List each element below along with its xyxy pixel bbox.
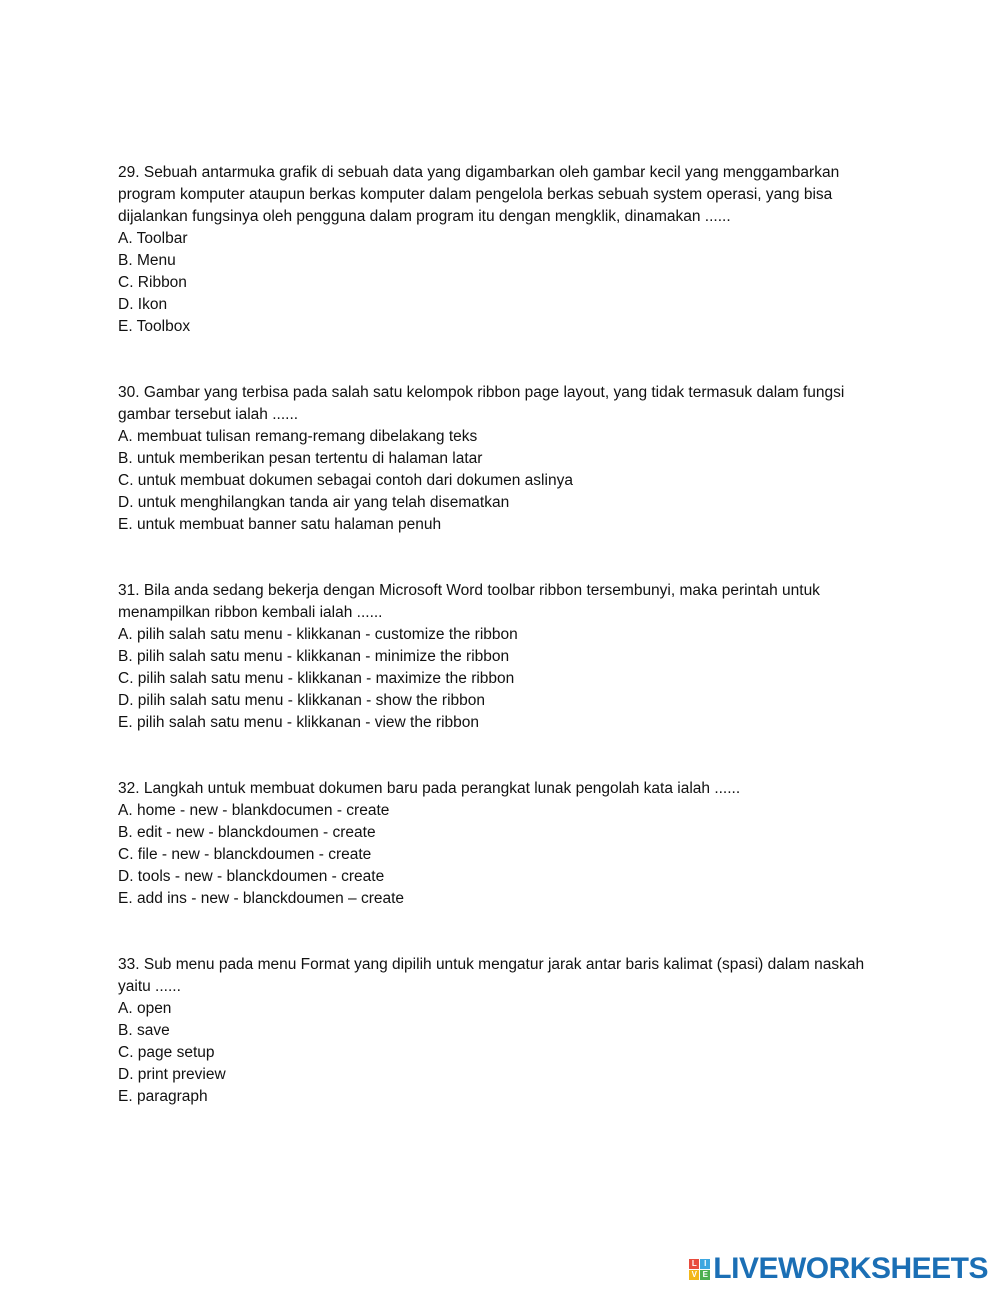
option-list — [118, 228, 898, 338]
logo-letter: E — [700, 1270, 710, 1280]
logo-letter: V — [689, 1270, 699, 1280]
option-d[interactable]: D. pilih salah satu menu - klikkanan - show the ribbon — [118, 692, 486, 709]
worksheet — [118, 162, 898, 1152]
question-text: 33. Sub menu pada menu Format yang dipilih untuk mengatur jarak antar baris kalimat (spasi) dalam naskah yaitu ...... — [118, 956, 865, 995]
question-31 — [118, 580, 898, 734]
option-d[interactable]: D. print preview — [118, 1066, 226, 1083]
option-d[interactable]: D. untuk menghilangkan tanda air yang telah disematkan — [118, 494, 510, 511]
question-text: 29. Sebuah antarmuka grafik di sebuah data yang digambarkan oleh gambar kecil yang menggambarkan program komputer ataupun berkas komputer dalam pengelola berkas sebuah system operasi, yang bisa dijalankan fungsinya oleh pengguna dalam program itu dengan mengklik, dinamakan ...... — [118, 164, 840, 225]
option-e[interactable]: E. paragraph — [118, 1088, 208, 1105]
option-e[interactable]: E. pilih salah satu menu - klikkanan - view the ribbon — [118, 714, 479, 731]
option-c[interactable]: C. Ribbon — [118, 274, 187, 291]
question-32 — [118, 778, 898, 910]
option-list — [118, 624, 898, 734]
question-text: 32. Langkah untuk membuat dokumen baru pada perangkat lunak pengolah kata ialah ...... — [118, 780, 741, 797]
option-list — [118, 426, 898, 536]
option-e[interactable]: E. add ins - new - blanckdoumen – create — [118, 890, 405, 907]
option-c[interactable]: C. file - new - blanckdoumen - create — [118, 846, 372, 863]
option-c[interactable]: C. untuk membuat dokumen sebagai contoh dari dokumen aslinya — [118, 472, 573, 489]
option-list — [118, 998, 898, 1108]
option-b[interactable]: B. untuk memberikan pesan tertentu di halaman latar — [118, 450, 483, 467]
option-a[interactable]: A. home - new - blankdocumen - create — [118, 802, 390, 819]
option-d[interactable]: D. tools - new - blanckdoumen - create — [118, 868, 385, 885]
option-b[interactable]: B. pilih salah satu menu - klikkanan - minimize the ribbon — [118, 648, 510, 665]
logo-letter: L — [689, 1259, 699, 1269]
logo-text: LIVEWORKSHEETS — [713, 1252, 988, 1285]
option-b[interactable]: B. save — [118, 1022, 170, 1039]
liveworksheets-logo — [689, 1254, 988, 1284]
option-a[interactable]: A. Toolbar — [118, 230, 188, 247]
option-b[interactable]: B. Menu — [118, 252, 176, 269]
option-a[interactable]: A. pilih salah satu menu - klikkanan - customize the ribbon — [118, 626, 518, 643]
question-30 — [118, 382, 898, 536]
option-list — [118, 800, 898, 910]
question-text: 31. Bila anda sedang bekerja dengan Microsoft Word toolbar ribbon tersembunyi, maka perintah untuk menampilkan ribbon kembali ialah ...... — [118, 582, 820, 621]
option-a[interactable]: A. open — [118, 1000, 172, 1017]
logo-mark-icon — [689, 1259, 710, 1280]
option-b[interactable]: B. edit - new - blanckdoumen - create — [118, 824, 376, 841]
question-33 — [118, 954, 898, 1108]
option-d[interactable]: D. Ikon — [118, 296, 168, 313]
option-c[interactable]: C. pilih salah satu menu - klikkanan - maximize the ribbon — [118, 670, 515, 687]
question-text: 30. Gambar yang terbisa pada salah satu kelompok ribbon page layout, yang tidak termasuk dalam fungsi gambar tersebut ialah ...... — [118, 384, 845, 423]
question-29 — [118, 162, 898, 338]
option-c[interactable]: C. page setup — [118, 1044, 215, 1061]
option-e[interactable]: E. Toolbox — [118, 318, 191, 335]
option-e[interactable]: E. untuk membuat banner satu halaman penuh — [118, 516, 442, 533]
option-a[interactable]: A. membuat tulisan remang-remang dibelakang teks — [118, 428, 478, 445]
logo-letter: I — [700, 1259, 710, 1269]
